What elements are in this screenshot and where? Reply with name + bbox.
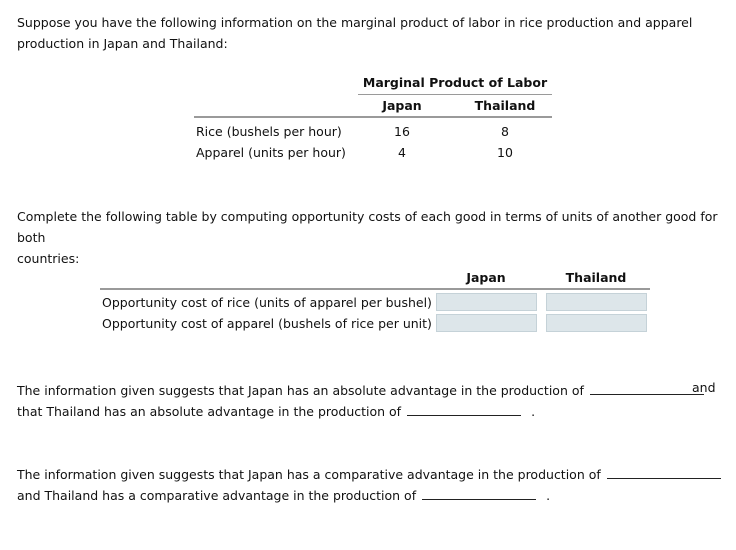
oc-header-rule xyxy=(100,288,650,290)
mpl-col-thailand: Thailand xyxy=(474,98,536,113)
instruction-line-1: Complete the following table by computing opportunity costs of each good in terms of units of another good for both xyxy=(17,209,718,245)
oc-col-japan: Japan xyxy=(466,270,506,285)
comparative-line-1 xyxy=(17,464,721,482)
absolute-japan-dropdown[interactable] xyxy=(590,380,704,395)
oc-col-thailand: Thailand xyxy=(565,270,627,285)
mpl-row-apparel-label: Apparel (units per hour) xyxy=(196,145,346,160)
oc-row-apparel-label: Opportunity cost of apparel (bushels of rice per unit) xyxy=(102,316,432,331)
comparative-japan-dropdown[interactable] xyxy=(607,464,721,479)
mpl-apparel-japan: 4 xyxy=(398,145,406,160)
absolute-thailand-dropdown[interactable] xyxy=(407,401,521,416)
oc-apparel-thailand-input[interactable] xyxy=(546,314,647,332)
instruction-paragraph xyxy=(17,206,722,269)
oc-rice-thailand-input[interactable] xyxy=(546,293,647,311)
absolute-text-2: that Thailand has an absolute advantage in the production of xyxy=(17,404,402,419)
oc-row-rice-label: Opportunity cost of rice (units of apparel per bushel) xyxy=(102,295,432,310)
comparative-thailand-dropdown[interactable] xyxy=(422,485,536,500)
intro-paragraph xyxy=(17,12,722,54)
comparative-period: . xyxy=(546,488,551,503)
oc-rice-japan-input[interactable] xyxy=(436,293,537,311)
comparative-text-2: and Thailand has a comparative advantage in the production of xyxy=(17,488,417,503)
intro-line-2: production in Japan and Thailand: xyxy=(17,36,228,51)
absolute-line-1 xyxy=(17,380,704,398)
absolute-and: and xyxy=(692,380,716,395)
mpl-row-rice-label: Rice (bushels per hour) xyxy=(196,124,342,139)
absolute-text-1: The information given suggests that Japan has an absolute advantage in the production of xyxy=(17,383,584,398)
mpl-title-rule xyxy=(358,94,552,95)
intro-line-1: Suppose you have the following information on the marginal product of labor in rice production and apparel xyxy=(17,15,693,30)
mpl-apparel-thailand: 10 xyxy=(497,145,513,160)
mpl-rice-thailand: 8 xyxy=(501,124,509,139)
instruction-line-2: countries: xyxy=(17,251,80,266)
mpl-rice-japan: 16 xyxy=(394,124,410,139)
absolute-period: . xyxy=(531,404,536,419)
absolute-line-2 xyxy=(17,401,535,419)
mpl-table-title: Marginal Product of Labor xyxy=(362,75,548,90)
mpl-header-rule xyxy=(194,116,552,118)
comparative-line-2 xyxy=(17,485,550,503)
mpl-col-japan: Japan xyxy=(382,98,422,113)
comparative-text-1: The information given suggests that Japan has a comparative advantage in the production of xyxy=(17,467,601,482)
oc-apparel-japan-input[interactable] xyxy=(436,314,537,332)
